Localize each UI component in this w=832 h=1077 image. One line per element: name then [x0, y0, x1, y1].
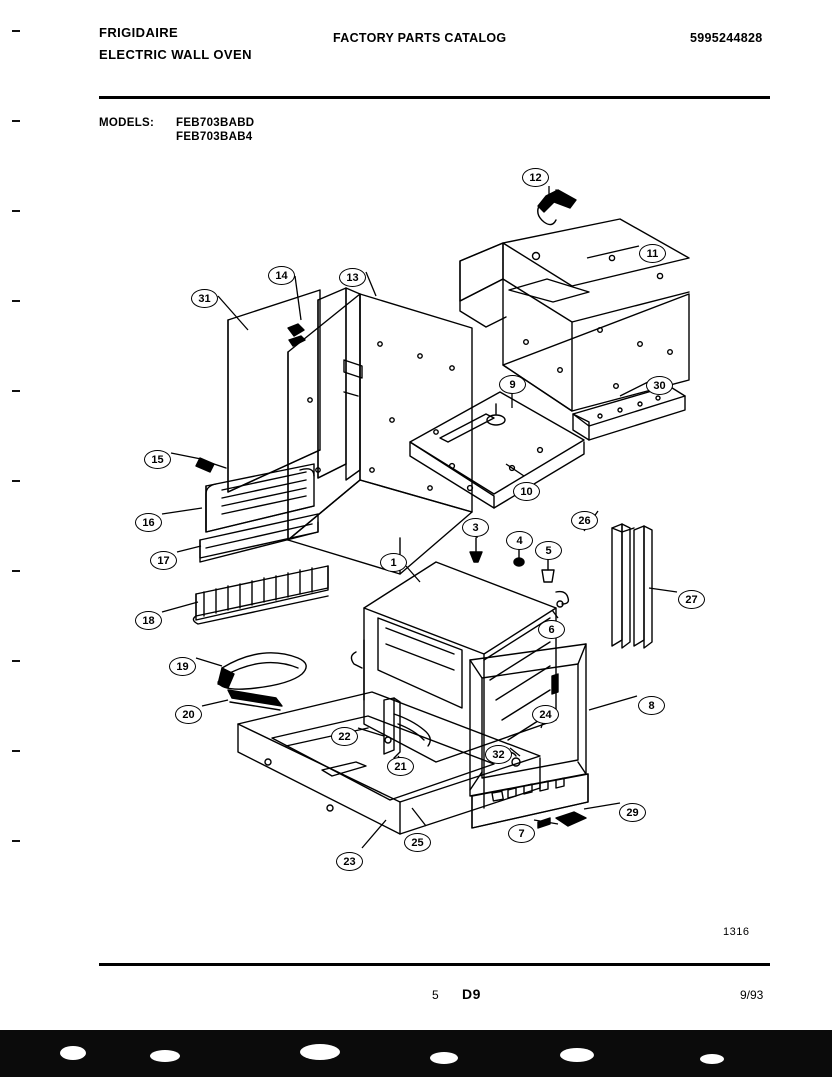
- revision-date: 9/93: [740, 988, 764, 1002]
- callout-10[interactable]: 10: [513, 482, 540, 501]
- callout-24[interactable]: 24: [532, 705, 559, 724]
- callout-9[interactable]: 9: [499, 375, 526, 394]
- callout-21[interactable]: 21: [387, 757, 414, 776]
- callout-1[interactable]: 1: [380, 553, 407, 572]
- callout-4[interactable]: 4: [506, 531, 533, 550]
- callout-7[interactable]: 7: [508, 824, 535, 843]
- page-number: 5: [432, 988, 439, 1002]
- callout-22[interactable]: 22: [331, 727, 358, 746]
- callout-25[interactable]: 25: [404, 833, 431, 852]
- callout-30[interactable]: 30: [646, 376, 673, 395]
- models-label: MODELS:: [99, 117, 155, 129]
- callout-31[interactable]: 31: [191, 289, 218, 308]
- callout-12[interactable]: 12: [522, 168, 549, 187]
- callout-27[interactable]: 27: [678, 590, 705, 609]
- callout-5[interactable]: 5: [535, 541, 562, 560]
- callout-17[interactable]: 17: [150, 551, 177, 570]
- callout-23[interactable]: 23: [336, 852, 363, 871]
- callout-26[interactable]: 26: [571, 511, 598, 530]
- callout-15[interactable]: 15: [144, 450, 171, 469]
- model-number-1: FEB703BABD: [176, 117, 255, 129]
- catalog-title: FACTORY PARTS CATALOG: [333, 31, 507, 45]
- callout-6[interactable]: 6: [538, 620, 565, 639]
- product-line: ELECTRIC WALL OVEN: [99, 47, 252, 62]
- figure-number: 1316: [723, 926, 750, 938]
- callout-14[interactable]: 14: [268, 266, 295, 285]
- footer-divider: [99, 963, 770, 966]
- callout-32[interactable]: 32: [485, 745, 512, 764]
- callout-19[interactable]: 19: [169, 657, 196, 676]
- callout-3[interactable]: 3: [462, 518, 489, 537]
- page-code: D9: [462, 986, 481, 1002]
- callout-13[interactable]: 13: [339, 268, 366, 287]
- catalog-number: 5995244828: [690, 31, 763, 45]
- model-number-2: FEB703BAB4: [176, 131, 253, 143]
- callout-11[interactable]: 11: [639, 244, 666, 263]
- callout-20[interactable]: 20: [175, 705, 202, 724]
- callout-16[interactable]: 16: [135, 513, 162, 532]
- callout-18[interactable]: 18: [135, 611, 162, 630]
- callout-8[interactable]: 8: [638, 696, 665, 715]
- brand-name: FRIGIDAIRE: [99, 25, 179, 40]
- scan-artifact-bottom: [0, 1030, 832, 1077]
- scan-edge-left: [0, 0, 26, 1030]
- callout-29[interactable]: 29: [619, 803, 646, 822]
